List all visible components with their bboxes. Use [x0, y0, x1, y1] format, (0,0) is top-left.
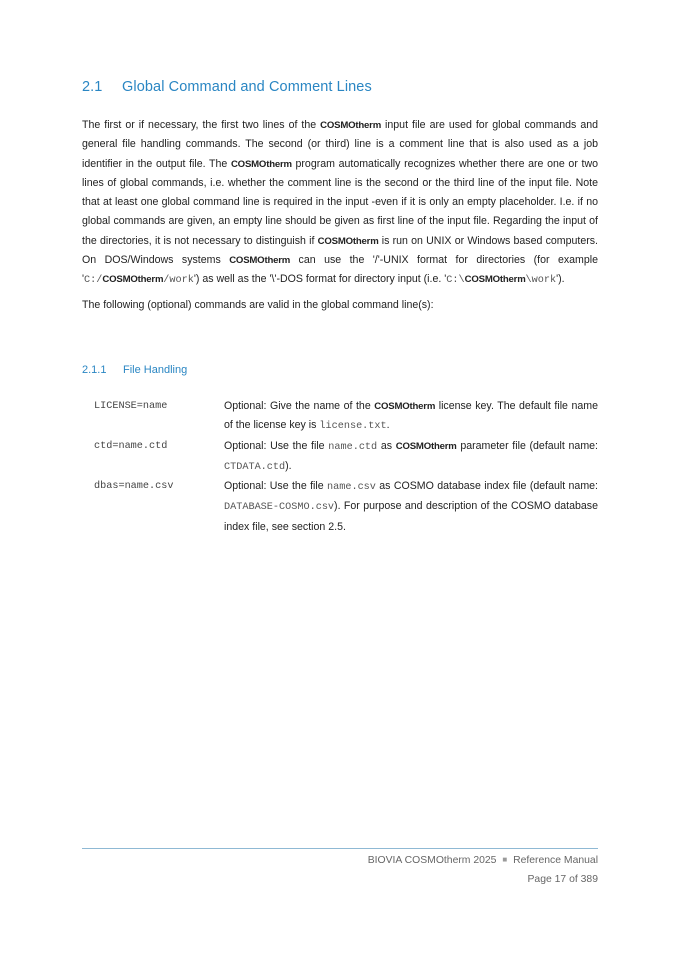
- text-run: parameter file (default name:: [456, 439, 598, 452]
- text-run: Optional: Give the name of the: [224, 400, 375, 412]
- text-run: as COSMO database index file (default name:: [375, 480, 598, 493]
- code-text: /work: [163, 275, 194, 287]
- text-run: input file are used for global commands and general file handling commands. The second (or third) line is a comment line that is also used as a job identifier in the output file. The: [82, 119, 598, 170]
- brand-name: COSMOtherm: [395, 440, 457, 452]
- footer-manual-name: Reference Manual: [513, 855, 598, 866]
- option-key: LICENSE=name: [94, 401, 168, 412]
- text-run: The first or if necessary, the first two lines of the: [82, 119, 321, 131]
- brand-name: COSMOtherm: [102, 274, 164, 286]
- text-run: Optional: Use the file: [224, 439, 329, 452]
- code-text: CTDATA.ctd: [224, 461, 286, 473]
- text-run: is run on UNIX or Windows based computers. On DOS/Windows systems: [82, 234, 598, 267]
- text-run: Optional: Use the file: [224, 480, 327, 493]
- subsection-title: File Handling: [123, 364, 188, 376]
- text-run: ).: [285, 459, 292, 472]
- section-number: 2.1: [82, 79, 103, 95]
- code-text: DATABASE-COSMO.csv: [224, 502, 335, 514]
- brand-name: COSMOtherm: [229, 255, 291, 267]
- text-run: license key. The default file name of the license key is: [224, 400, 598, 432]
- text-run: can use the '/'-UNIX format for directories (for example ': [82, 254, 599, 286]
- option-description: [224, 437, 598, 478]
- brand-name: COSMOtherm: [320, 120, 382, 131]
- footer-divider: [82, 848, 598, 849]
- intro-paragraph: [82, 116, 598, 291]
- footer-separator: ■: [502, 855, 508, 864]
- subsection-number: 2.1.1: [82, 364, 107, 376]
- option-key: dbas=name.csv: [94, 481, 174, 493]
- code-text: name.ctd: [328, 441, 378, 453]
- text-run: ').: [556, 273, 565, 286]
- code-text: \work: [525, 275, 557, 287]
- text-run: program automatically recognizes whether there are one or two lines of global commands, i.e. whether the comment line is the second or the third line of the input file. Note that at least one global command line is required in the input -even if it is only an empty placeholder. I.e. if no global commands are given, an empty line should be given as first line of the input file. Regarding the input of the directories, it is not necessary to distinguish if: [82, 157, 598, 247]
- text-run: as: [377, 439, 396, 452]
- option-row-license: [94, 397, 598, 437]
- text-run: ') as well as the '\'-DOS format for directory input (i.e. ': [193, 273, 447, 286]
- code-text: C:/: [84, 275, 103, 287]
- option-description: [224, 397, 598, 437]
- code-text: name.csv: [327, 482, 376, 494]
- footer-document-name: BIOVIA COSMOtherm 2025: [367, 855, 497, 866]
- following-paragraph: The following (optional) commands are valid in the global command line(s):: [82, 299, 434, 311]
- brand-name: COSMOtherm: [230, 158, 292, 170]
- option-key: ctd=name.ctd: [94, 440, 168, 452]
- code-text: C:\: [446, 275, 465, 287]
- footer-title: [368, 855, 598, 866]
- option-row-ctd: [94, 437, 598, 478]
- option-description: [224, 477, 598, 537]
- section-title: Global Command and Comment Lines: [122, 79, 372, 95]
- code-text: license.txt: [319, 421, 387, 433]
- page-number: Page 17 of 389: [527, 874, 598, 885]
- brand-name: COSMOtherm: [374, 401, 436, 412]
- option-row-dbas: [94, 477, 598, 537]
- brand-name: COSMOtherm: [464, 274, 526, 286]
- subsection-heading: [82, 364, 187, 376]
- brand-name: COSMOtherm: [317, 235, 379, 247]
- section-heading: [82, 79, 372, 95]
- text-run: ). For purpose and description of the COSMO database index file, see section 2.5.: [224, 500, 598, 533]
- options-table: [94, 397, 598, 537]
- text-run: .: [386, 419, 390, 432]
